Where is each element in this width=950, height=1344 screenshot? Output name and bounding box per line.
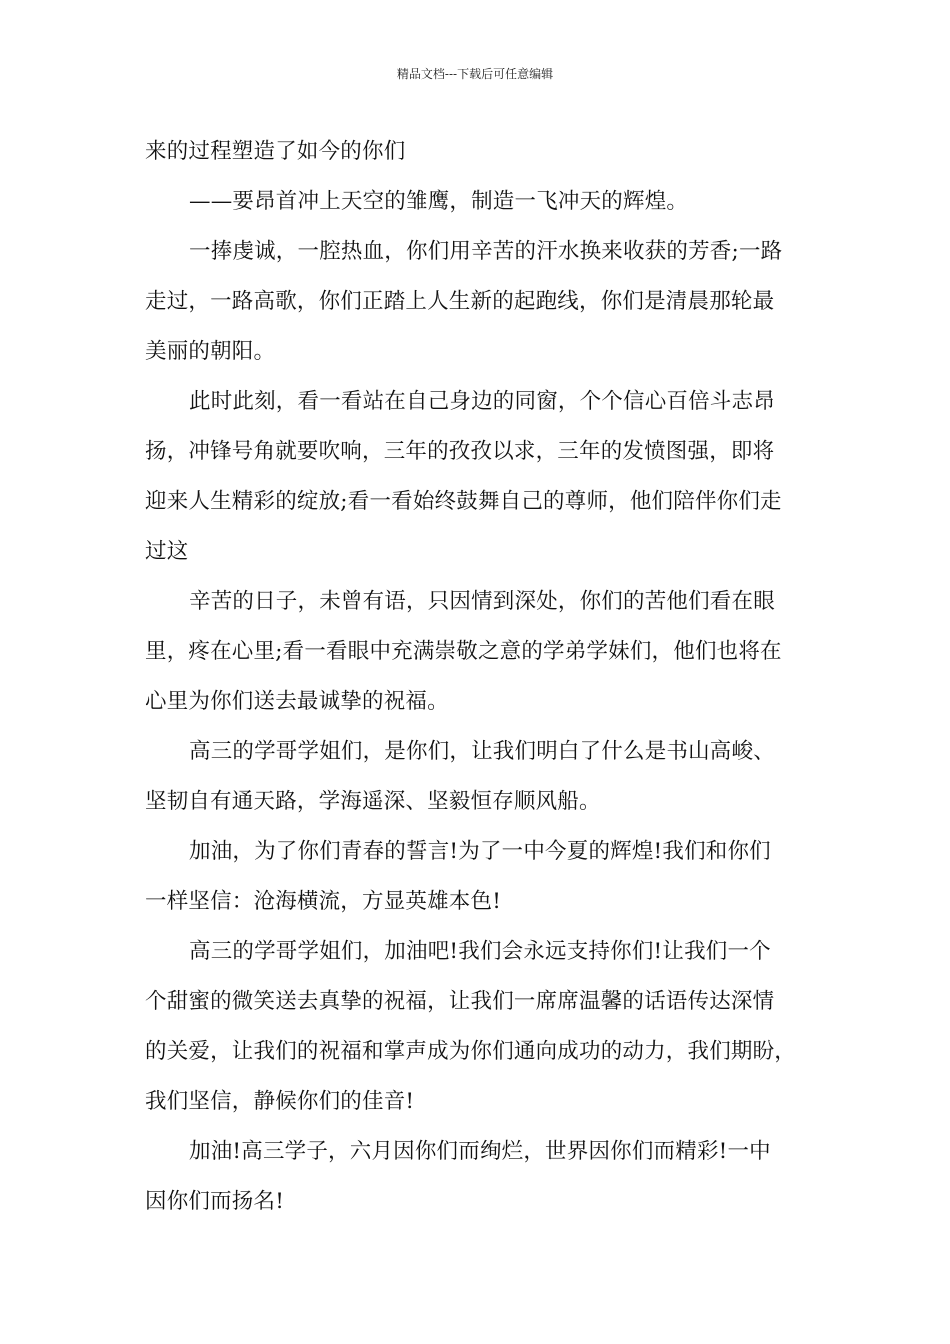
text-line: 一样坚信：沧海横流，方显英雄本色! (145, 889, 502, 914)
text-line: 坚韧自有通天路，学海遥深、坚毅恒存顺风船。 (145, 789, 601, 814)
text-line: 一捧虔诚，一腔热血，你们用辛苦的汗水换来收获的芳香;一路 (189, 239, 783, 264)
text-line: 心里为你们送去最诚挚的祝福。 (145, 689, 449, 714)
text-line: 此时此刻，看一看站在自己身边的同窗，个个信心百倍斗志昂 (189, 389, 775, 414)
text-line: 加油!高三学子，六月因你们而绚烂，世界因你们而精彩!一中 (189, 1139, 771, 1164)
text-line: 加油，为了你们青春的誓言!为了一中今夏的辉煌!我们和你们 (189, 839, 771, 864)
text-line: 高三的学哥学姐们，是你们，让我们明白了什么是书山高峻、 (189, 739, 775, 764)
document-body (145, 127, 830, 1227)
text-line: 的关爱，让我们的祝福和掌声成为你们通向成功的动力，我们期盼， (145, 1039, 797, 1064)
text-line: 辛苦的日子，未曾有语，只因情到深处，你们的苦他们看在眼 (189, 589, 775, 614)
page-header: 精品文档---下载后可任意编辑 (396, 67, 554, 81)
text-line: ——要昂首冲上天空的雏鹰，制造一飞冲天的辉煌。 (189, 189, 689, 214)
text-line: 美丽的朝阳。 (145, 339, 276, 364)
text-line: 高三的学哥学姐们，加油吧!我们会永远支持你们!让我们一个 (189, 939, 771, 964)
text-line: 个甜蜜的微笑送去真挚的祝福，让我们一席席温馨的话语传达深情 (145, 989, 775, 1014)
text-line: 扬，冲锋号角就要吹响，三年的孜孜以求，三年的发愤图强，即将 (145, 439, 775, 464)
text-line: 迎来人生精彩的绽放;看一看始终鼓舞自己的尊师，他们陪伴你们走 (145, 489, 782, 514)
text-line: 因你们而扬名! (145, 1189, 285, 1214)
text-line: 过这 (145, 539, 189, 564)
text-line: 来的过程塑造了如今的你们 (145, 139, 406, 164)
text-line: 走过，一路高歌，你们正踏上人生新的起跑线，你们是清晨那轮最 (145, 289, 775, 314)
text-line: 里，疼在心里;看一看眼中充满崇敬之意的学弟学妹们，他们也将在 (145, 639, 782, 664)
text-line: 我们坚信，静候你们的佳音! (145, 1089, 415, 1114)
